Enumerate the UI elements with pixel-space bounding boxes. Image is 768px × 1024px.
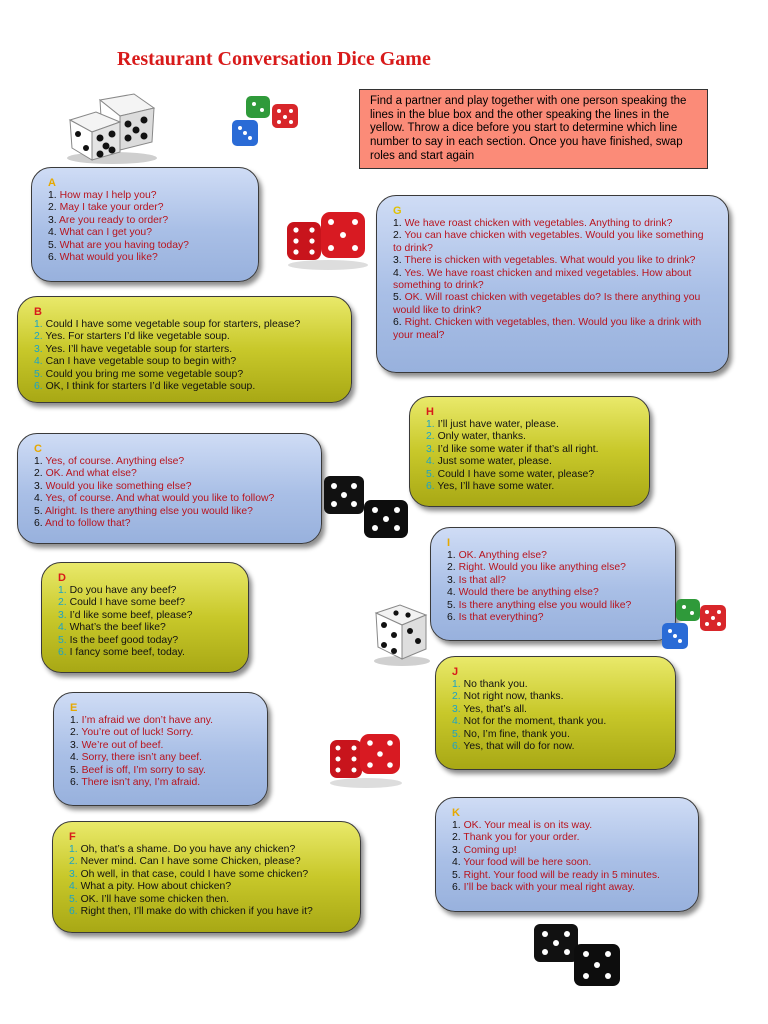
line-number: 1. xyxy=(452,679,464,690)
line-number: 5. xyxy=(70,764,82,776)
line-number: 2. xyxy=(34,468,46,480)
section-letter: I xyxy=(447,537,451,549)
line-number: 3. xyxy=(426,443,438,455)
dialogue-line xyxy=(70,752,255,764)
dialogue-line xyxy=(58,597,236,609)
dialogue-line xyxy=(452,882,686,894)
line-text: Is there anything else you would like? xyxy=(458,599,632,611)
line-number: 3. xyxy=(452,703,464,715)
section-f xyxy=(52,821,361,933)
white-dice-icon xyxy=(62,90,162,165)
line-number: 1. xyxy=(70,715,82,726)
line-text: Right then, I’ll make do with chicken if you have it? xyxy=(80,906,313,918)
line-text: You’re out of luck! Sorry. xyxy=(81,727,194,739)
line-text: Are you ready to order? xyxy=(58,214,169,226)
line-text: Would you like something else? xyxy=(45,480,192,492)
line-number: 6. xyxy=(69,906,81,918)
dialogue-line xyxy=(393,268,712,293)
line-text: What can I get you? xyxy=(59,227,152,239)
dialogue-line xyxy=(69,894,348,906)
dialogue-line xyxy=(58,647,236,659)
line-text: You can have chicken with vegetables. Would you like something to drink? xyxy=(393,230,704,254)
dialogue-line xyxy=(34,456,309,468)
line-text: Can I have vegetable soup to begin with? xyxy=(45,356,237,368)
line-text: Yes, of course. And what would you like to follow? xyxy=(45,493,275,505)
line-number: 3. xyxy=(70,739,82,751)
line-number: 4. xyxy=(58,622,70,634)
line-text: And to follow that? xyxy=(44,518,131,530)
dialogue-line xyxy=(426,481,637,493)
section-k xyxy=(435,797,699,912)
line-number: 4. xyxy=(452,716,464,728)
line-text: Is that everything? xyxy=(458,612,544,624)
dialogue-line xyxy=(452,832,686,844)
dialogue-line xyxy=(58,585,236,597)
section-e xyxy=(53,692,268,806)
white-dice-icon xyxy=(370,595,432,667)
line-number: 2. xyxy=(34,331,46,343)
line-number: 1. xyxy=(393,218,405,229)
dialogue-line xyxy=(393,255,712,267)
line-number: 6. xyxy=(34,381,46,393)
line-text: There is chicken with vegetables. What would you like to drink? xyxy=(404,255,696,267)
dialogue-line xyxy=(393,218,712,230)
line-number: 3. xyxy=(393,255,405,267)
section-letter: J xyxy=(452,666,459,678)
line-text: Yes, that’s all. xyxy=(463,703,527,715)
line-number: 5. xyxy=(447,599,459,611)
line-number: 5. xyxy=(48,239,60,251)
line-text: What a pity. How about chicken? xyxy=(80,881,232,893)
dialogue-line xyxy=(69,906,348,918)
line-number: 5. xyxy=(69,893,81,905)
line-text: Right. Would you like anything else? xyxy=(458,562,626,574)
dialogue-line xyxy=(447,550,663,562)
line-number: 2. xyxy=(447,562,459,574)
line-text: Yes, that will do for now. xyxy=(463,741,575,753)
dialogue-line xyxy=(69,856,348,868)
line-text: Is the beef good today? xyxy=(69,634,179,646)
dialogue-line xyxy=(426,431,637,443)
dialogue-line xyxy=(58,635,236,647)
section-letter: C xyxy=(34,443,42,455)
line-number: 4. xyxy=(48,227,60,239)
dialogue-line xyxy=(452,820,686,832)
section-letter: H xyxy=(426,406,434,418)
line-number: 6. xyxy=(34,518,45,530)
section-letter: G xyxy=(393,205,402,217)
line-number: 3. xyxy=(48,214,59,226)
line-text: Could I have some vegetable soup for starters, please? xyxy=(45,319,301,330)
red-dice-icon xyxy=(283,210,373,270)
line-text: Is that all? xyxy=(458,574,506,586)
line-number: 3. xyxy=(447,574,459,586)
line-text: Could you bring me some vegetable soup? xyxy=(45,368,244,380)
line-number: 6. xyxy=(447,612,459,624)
line-number: 1. xyxy=(447,550,459,561)
line-number: 5. xyxy=(34,368,46,380)
line-number: 2. xyxy=(393,230,405,242)
line-number: 6. xyxy=(426,481,438,493)
line-number: 5. xyxy=(393,292,405,304)
section-d xyxy=(41,562,249,673)
line-number: 2. xyxy=(452,832,464,844)
line-text: Only water, thanks. xyxy=(437,431,526,443)
line-text: Yes, I’ll have some water. xyxy=(437,481,555,493)
dialogue-line xyxy=(426,419,637,431)
section-letter: D xyxy=(58,572,66,584)
line-number: 2. xyxy=(48,202,60,214)
dialogue-line xyxy=(34,369,339,381)
dialogue-line xyxy=(393,317,712,342)
section-i xyxy=(430,527,676,641)
line-text: What’s the beef like? xyxy=(69,622,166,634)
line-text: Thank you for your order. xyxy=(463,832,580,844)
line-text: OK. And what else? xyxy=(45,468,137,480)
red-dice-icon xyxy=(326,732,406,788)
line-number: 2. xyxy=(58,597,70,609)
line-text: I’d like some water if that’s all right. xyxy=(437,443,599,455)
line-number: 2. xyxy=(70,727,82,739)
dialogue-line xyxy=(70,727,255,739)
section-letter: E xyxy=(70,702,78,714)
line-number: 3. xyxy=(34,343,46,355)
section-letter: A xyxy=(48,177,56,189)
section-letter: F xyxy=(69,831,76,843)
section-a xyxy=(31,167,259,282)
line-text: OK. Your meal is on its way. xyxy=(463,820,593,831)
dialogue-line xyxy=(48,252,246,264)
dialogue-line xyxy=(34,319,339,331)
dialogue-line xyxy=(48,215,246,227)
line-text: I’d like some beef, please? xyxy=(69,609,193,621)
dialogue-line xyxy=(447,612,663,624)
dialogue-line xyxy=(70,777,255,789)
line-text: No, I’m fine, thank you. xyxy=(463,728,570,740)
dialogue-line xyxy=(426,456,637,468)
dialogue-line xyxy=(34,481,309,493)
line-text: Sorry, there isn’t any beef. xyxy=(81,752,203,764)
line-number: 2. xyxy=(452,691,464,703)
line-number: 5. xyxy=(34,505,45,517)
line-number: 4. xyxy=(34,356,46,368)
dialogue-line xyxy=(447,587,663,599)
line-number: 6. xyxy=(393,317,405,329)
page-title: Restaurant Conversation Dice Game xyxy=(117,48,431,70)
line-number: 5. xyxy=(426,468,438,480)
line-text: I’ll be back with your meal right away. xyxy=(463,882,635,894)
dialogue-line xyxy=(452,870,686,882)
dialogue-line xyxy=(34,381,339,393)
line-text: Would there be anything else? xyxy=(458,587,599,599)
line-number: 3. xyxy=(34,480,46,492)
line-number: 4. xyxy=(452,857,464,869)
dialogue-line xyxy=(452,704,663,716)
dialogue-line xyxy=(48,190,246,202)
line-number: 5. xyxy=(452,869,464,881)
dialogue-line xyxy=(34,331,339,343)
line-text: Yes. We have roast chicken and mixed vegetables. How about something to drink? xyxy=(393,267,692,292)
line-number: 6. xyxy=(452,741,464,753)
dialogue-line xyxy=(426,444,637,456)
line-number: 1. xyxy=(34,319,46,330)
line-number: 6. xyxy=(48,252,60,264)
dialogue-line xyxy=(452,857,686,869)
line-text: Never mind. Can I have some Chicken, please? xyxy=(80,856,301,868)
dialogue-line xyxy=(70,715,255,727)
line-number: 4. xyxy=(393,267,405,279)
line-text: I fancy some beef, today. xyxy=(69,647,185,659)
dialogue-line xyxy=(447,575,663,587)
section-b xyxy=(17,296,352,403)
line-number: 1. xyxy=(58,585,70,596)
dialogue-line xyxy=(426,469,637,481)
dialogue-line xyxy=(452,691,663,703)
black-dice-icon xyxy=(320,472,415,542)
dialogue-line xyxy=(48,240,246,252)
section-letter: K xyxy=(452,807,460,819)
black-dice-icon xyxy=(530,920,630,990)
dialogue-line xyxy=(452,716,663,728)
section-c xyxy=(17,433,322,544)
line-text: I’m afraid we don’t have any. xyxy=(81,715,214,726)
line-text: Do you have any beef? xyxy=(69,585,177,596)
line-number: 1. xyxy=(426,419,438,430)
line-text: OK. Will roast chicken with vegetables do? Is there anything you would like to drink? xyxy=(393,292,701,316)
dialogue-line xyxy=(393,292,712,317)
line-text: Alright. Is there anything else you would like? xyxy=(44,505,253,517)
line-number: 6. xyxy=(452,882,464,894)
dialogue-line xyxy=(69,844,348,856)
dialogue-line xyxy=(34,356,339,368)
line-text: Oh well, in that case, could I have some chicken? xyxy=(80,868,309,880)
line-number: 1. xyxy=(34,456,46,467)
line-number: 1. xyxy=(48,190,60,201)
line-text: How may I help you? xyxy=(59,190,157,201)
line-text: Not right now, thanks. xyxy=(463,691,564,703)
dialogue-line xyxy=(452,845,686,857)
dialogue-line xyxy=(69,881,348,893)
dialogue-line xyxy=(70,740,255,752)
line-text: Yes. I’ll have vegetable soup for starters. xyxy=(45,343,233,355)
dialogue-line xyxy=(70,765,255,777)
line-text: Yes. For starters I’d like vegetable soup. xyxy=(45,331,230,343)
line-text: Yes, of course. Anything else? xyxy=(45,456,185,467)
line-text: Not for the moment, thank you. xyxy=(463,716,607,728)
dialogue-line xyxy=(48,227,246,239)
line-number: 3. xyxy=(58,609,70,621)
line-number: 3. xyxy=(452,844,464,856)
line-text: We’re out of beef. xyxy=(81,739,164,751)
line-number: 5. xyxy=(58,634,70,646)
line-number: 5. xyxy=(452,728,464,740)
line-text: OK. I’ll have some chicken then. xyxy=(80,893,229,905)
line-text: What are you having today? xyxy=(59,239,189,251)
line-text: May I take your order? xyxy=(59,202,164,214)
line-number: 6. xyxy=(58,647,70,659)
line-number: 4. xyxy=(34,493,46,505)
line-text: Could I have some beef? xyxy=(69,597,186,609)
line-number: 6. xyxy=(70,777,82,789)
line-text: There isn’t any, I’m afraid. xyxy=(81,777,201,789)
line-text: Oh, that’s a shame. Do you have any chicken? xyxy=(80,844,296,855)
dialogue-line xyxy=(447,562,663,574)
line-number: 1. xyxy=(69,844,81,855)
line-text: What would you like? xyxy=(59,252,158,264)
line-text: I’ll just have water, please. xyxy=(437,419,559,430)
dialogue-line xyxy=(393,230,712,255)
line-number: 1. xyxy=(452,820,464,831)
dialogue-line xyxy=(452,741,663,753)
line-text: Your food will be here soon. xyxy=(463,857,592,869)
line-text: Could I have some water, please? xyxy=(437,468,595,480)
line-text: OK. Anything else? xyxy=(458,550,547,561)
line-number: 4. xyxy=(70,752,82,764)
line-number: 4. xyxy=(69,881,81,893)
dialogue-line xyxy=(48,202,246,214)
colored-dice-icon xyxy=(228,92,303,152)
dialogue-line xyxy=(58,610,236,622)
line-number: 2. xyxy=(426,431,438,443)
dialogue-line xyxy=(34,493,309,505)
line-text: Just some water, please. xyxy=(437,456,552,468)
line-text: Coming up! xyxy=(463,844,517,856)
dialogue-line xyxy=(452,679,663,691)
line-number: 3. xyxy=(69,868,81,880)
section-letter: B xyxy=(34,306,42,318)
line-text: Beef is off, I’m sorry to say. xyxy=(81,764,206,776)
dialogue-line xyxy=(34,468,309,480)
line-number: 2. xyxy=(69,856,81,868)
instructions-box: Find a partner and play together with one person speaking the lines in the blue box and the other speaking the lines in the yellow. Throw a dice before you start to determine which line number to say in each section. Once you have finished, swap roles and start again xyxy=(359,89,708,169)
section-g xyxy=(376,195,729,373)
line-text: Right. Your food will be ready in 5 minutes. xyxy=(463,869,660,881)
dialogue-line xyxy=(69,869,348,881)
line-text: OK, I think for starters I’d like vegetable soup. xyxy=(45,381,256,393)
dialogue-line xyxy=(34,506,309,518)
dialogue-line xyxy=(447,600,663,612)
line-number: 4. xyxy=(447,587,459,599)
colored-dice-icon xyxy=(660,595,730,657)
line-text: No thank you. xyxy=(463,679,528,690)
section-h xyxy=(409,396,650,507)
dialogue-line xyxy=(34,344,339,356)
dialogue-line xyxy=(58,622,236,634)
line-text: Right. Chicken with vegetables, then. Would you like a drink with your meal? xyxy=(393,317,702,341)
line-number: 4. xyxy=(426,456,438,468)
section-j xyxy=(435,656,676,770)
dialogue-line xyxy=(34,518,309,530)
line-text: We have roast chicken with vegetables. Anything to drink? xyxy=(404,218,673,229)
dialogue-line xyxy=(452,729,663,741)
